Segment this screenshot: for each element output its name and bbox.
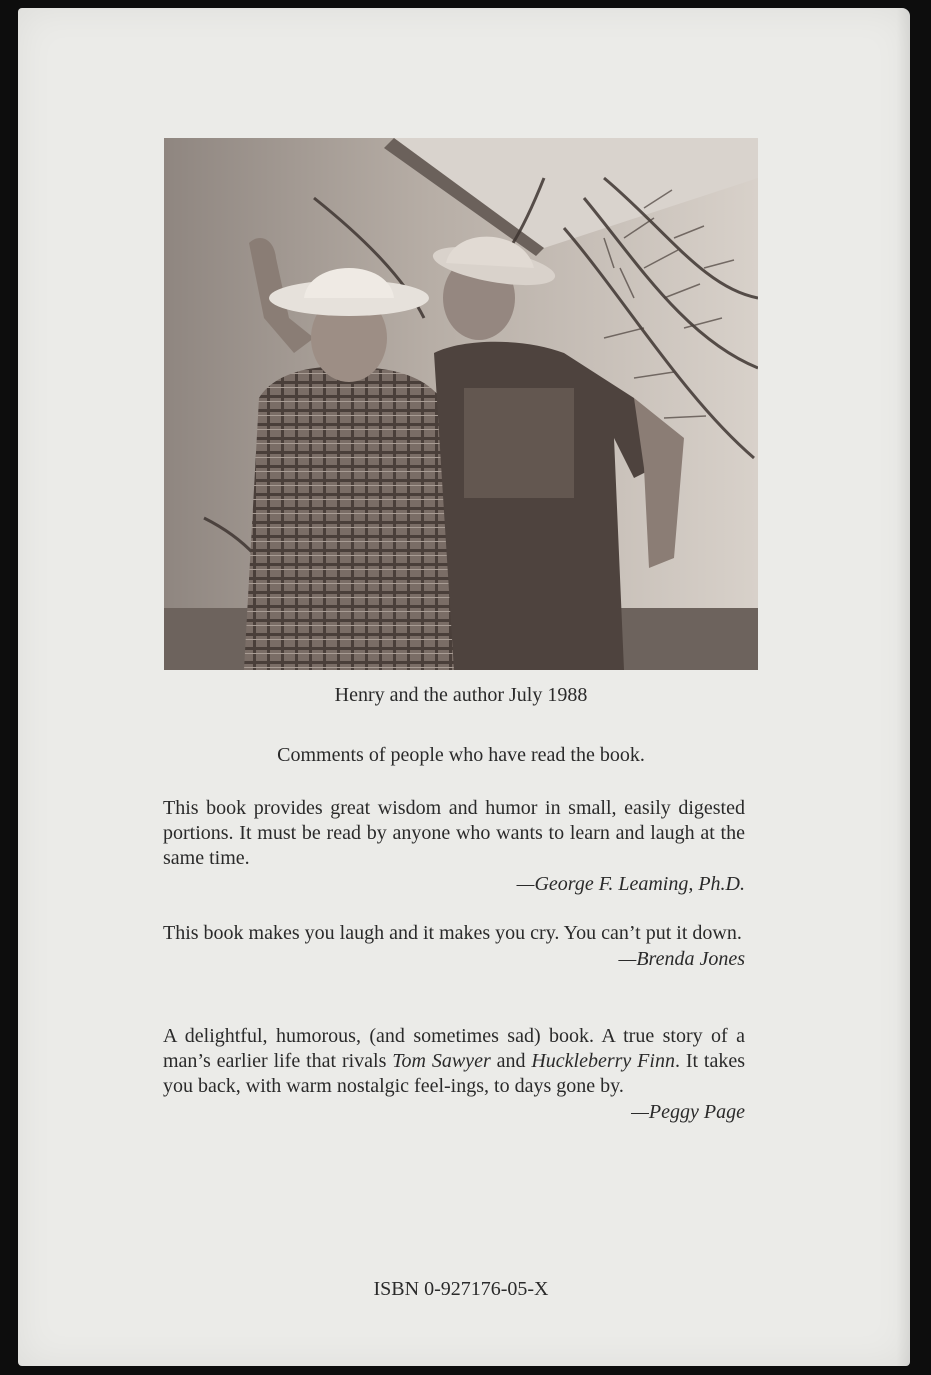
quote-2 <box>163 921 745 972</box>
quote-attribution: —Brenda Jones <box>618 948 745 970</box>
quote-3 <box>163 1024 745 1125</box>
quote-attribution: —Peggy Page <box>631 1101 745 1123</box>
comments-heading: Comments of people who have read the book. <box>277 744 645 766</box>
book-title-tom-sawyer: Tom Sawyer <box>392 1050 491 1072</box>
quote-text <box>163 1024 745 1099</box>
quote-text: This book makes you laugh and it makes you cry. You can’t put it down. <box>163 922 742 944</box>
quote-text: This book provides great wisdom and humor in small, easily digested portions. It must be read by anyone who wants to learn and laugh at the same time. <box>163 797 745 869</box>
book-title-huckleberry-finn: Huckleberry Finn <box>531 1050 675 1072</box>
back-cover <box>18 8 910 1366</box>
photo-caption: Henry and the author July 1988 <box>334 684 588 706</box>
quote-text-middle: and <box>490 1050 532 1072</box>
author-photo <box>164 138 758 670</box>
isbn: ISBN 0-927176-05-X <box>373 1278 549 1300</box>
quote-text-after: . It takes you back, with warm nostalgic feel-ings, to days gone by. <box>163 1050 745 1097</box>
photo-illustration <box>164 138 758 670</box>
quote-1 <box>163 796 745 897</box>
quote-text-before: A delightful, humorous, (and sometimes sad) book. A true story of a man’s earlier life that rivals <box>163 1025 745 1072</box>
quote-attribution: —George F. Leaming, Ph.D. <box>516 873 745 895</box>
